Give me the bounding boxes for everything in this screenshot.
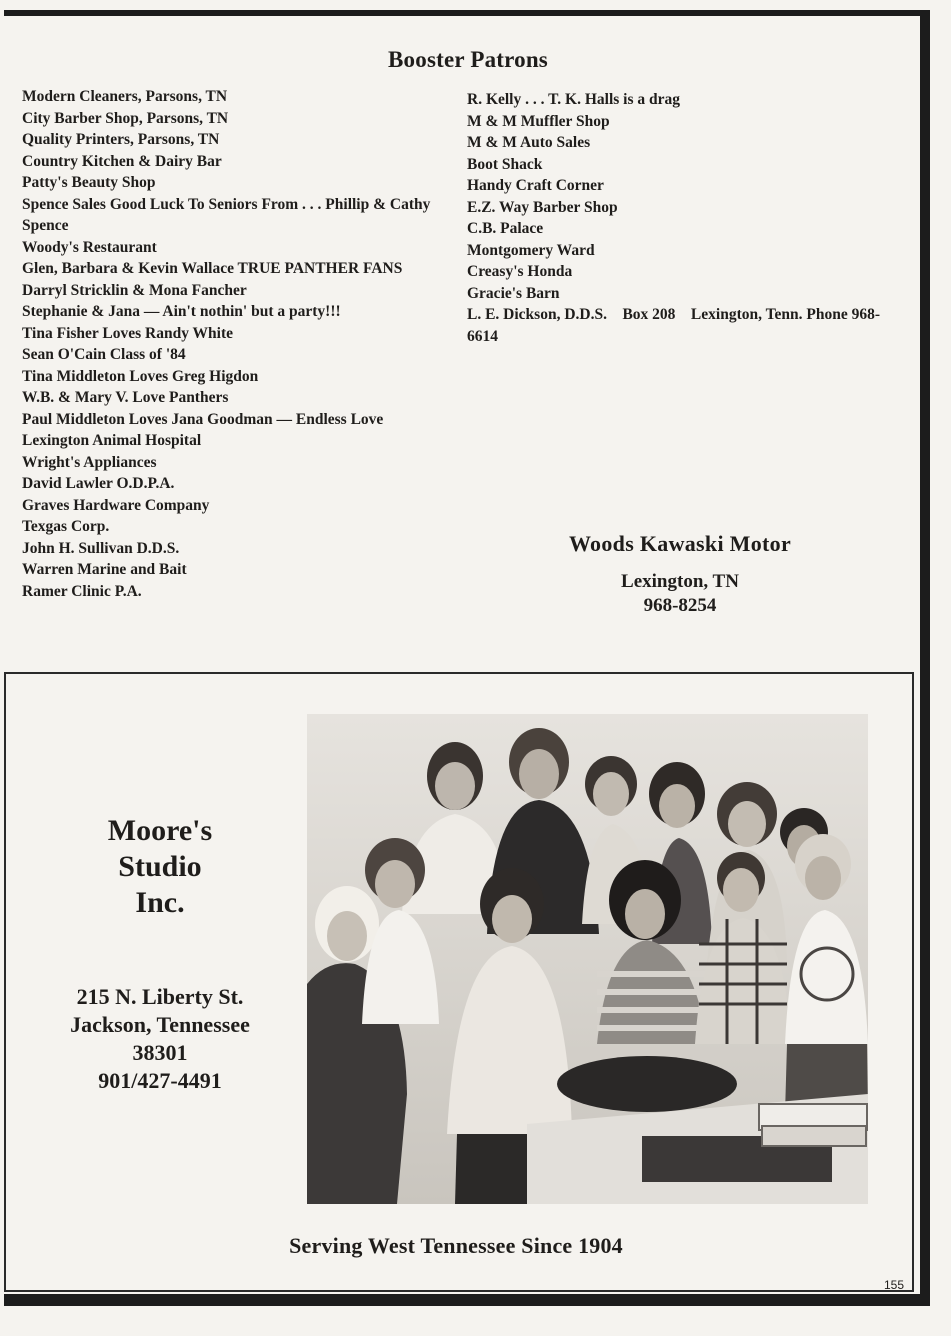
patron-entry: City Barber Shop, Parsons, TN xyxy=(22,109,229,127)
patron-entry: Glen, Barbara & Kevin Wallace TRUE PANTHER FANS xyxy=(22,260,403,277)
patron-entry: Tina Fisher Loves Randy White xyxy=(22,324,234,342)
woods-kawasaki-ad xyxy=(520,531,840,618)
woods-ad-phone: 968-8254 xyxy=(643,595,717,616)
patron-entry: Warren Marine and Bait xyxy=(22,561,187,578)
patron-entry: Paul Middleton Loves Jana Goodman — Endless Love xyxy=(22,410,384,428)
patron-entry: Montgomery Ward xyxy=(467,241,595,259)
patron-entry: Stephanie & Jana — Ain't nothin' but a party!!! xyxy=(22,303,341,320)
patron-entry: Creasy's Honda xyxy=(467,263,573,280)
studio-slogan: Serving West Tennessee Since 1904 xyxy=(289,1233,623,1258)
patron-entry: Patty's Beauty Shop xyxy=(22,174,156,191)
patron-entry: Gracie's Barn xyxy=(467,284,560,302)
studio-address xyxy=(40,983,280,1095)
studio-city: Jackson, Tennessee xyxy=(70,1012,250,1037)
patron-entry: Graves Hardware Company xyxy=(22,496,210,514)
patron-entry: Texgas Corp. xyxy=(22,518,110,535)
patron-entry: Darryl Stricklin & Mona Fancher xyxy=(22,281,247,299)
patron-entry: Woody's Restaurant xyxy=(22,238,157,256)
patron-entry: Spence Sales Good Luck To Seniors From . . . Phillip & Cathy Spence xyxy=(22,195,431,234)
patron-entry: M & M Auto Sales xyxy=(467,134,591,151)
studio-name-line: Inc. xyxy=(135,886,185,919)
patrons-right-column xyxy=(467,89,887,347)
group-photo-illustration xyxy=(307,714,868,1204)
patron-entry: R. Kelly . . . T. K. Halls is a drag xyxy=(467,91,680,108)
studio-zip: 38301 xyxy=(132,1040,188,1065)
studio-phone: 901/427-4491 xyxy=(98,1068,222,1093)
patron-entry: David Lawler O.D.P.A. xyxy=(22,475,175,492)
studio-name-line: Studio xyxy=(118,850,202,883)
patron-entry: Boot Shack xyxy=(467,155,543,173)
patron-entry: Tina Middleton Loves Greg Higdon xyxy=(22,367,259,385)
patron-entry: John H. Sullivan D.D.S. xyxy=(22,539,180,557)
patron-entry: Quality Printers, Parsons, TN xyxy=(22,131,220,148)
patron-entry: Wright's Appliances xyxy=(22,453,157,471)
patron-entry: E.Z. Way Barber Shop xyxy=(467,198,618,216)
patron-entry: Country Kitchen & Dairy Bar xyxy=(22,152,222,170)
patron-entry: Lexington Animal Hospital xyxy=(22,432,202,449)
page-number: 155 xyxy=(883,1278,904,1292)
studio-street: 215 N. Liberty St. xyxy=(76,984,244,1009)
patron-entry: Modern Cleaners, Parsons, TN xyxy=(22,88,228,105)
woods-ad-city: Lexington, TN xyxy=(621,571,739,592)
patron-entry: C.B. Palace xyxy=(467,220,544,237)
page-heading: Booster Patrons xyxy=(388,47,548,72)
patron-entry: M & M Muffler Shop xyxy=(467,112,610,130)
patrons-left-column xyxy=(22,86,442,602)
patron-entry: Ramer Clinic P.A. xyxy=(22,582,142,600)
patron-entry: L. E. Dickson, D.D.S. Box 208 Lexington, Tenn. Phone 968-6614 xyxy=(467,306,880,345)
group-photo xyxy=(307,714,868,1204)
patron-entry: W.B. & Mary V. Love Panthers xyxy=(22,389,229,406)
patron-entry: Handy Craft Corner xyxy=(467,177,604,194)
woods-ad-name: Woods Kawaski Motor xyxy=(568,531,792,556)
studio-name-line: Moore's xyxy=(107,814,213,847)
patron-entry: Sean O'Cain Class of '84 xyxy=(22,346,186,363)
studio-name xyxy=(60,813,260,921)
